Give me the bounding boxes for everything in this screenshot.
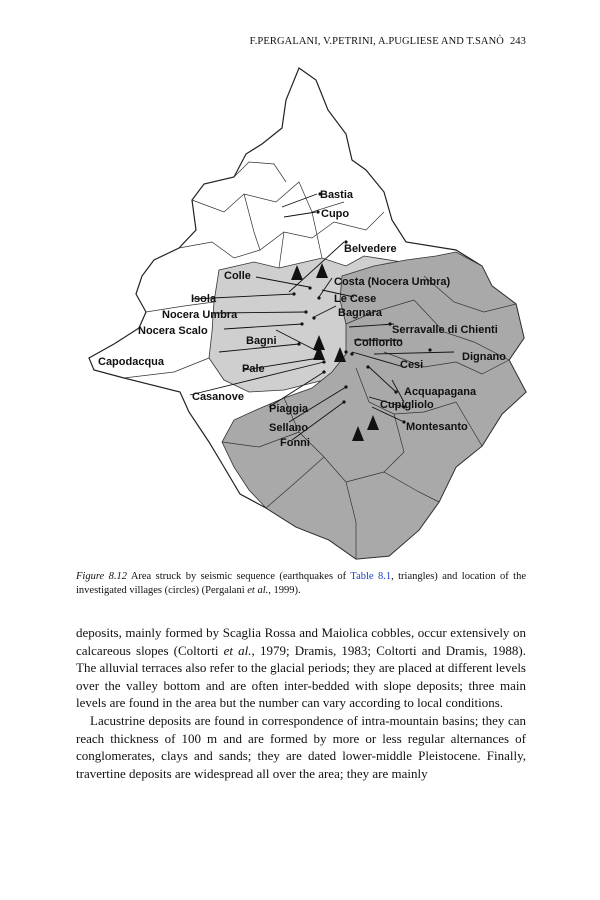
label-pale: Pale — [242, 363, 265, 375]
village-marker — [292, 292, 295, 295]
label-colfiorito: Colfiorito — [354, 337, 403, 349]
label-acquapagana: Acquapagana — [404, 386, 477, 398]
label-montesanto: Montesanto — [406, 421, 468, 433]
label-costa: Costa (Nocera Umbra) — [334, 276, 451, 288]
label-nocera-umbra: Nocera Umbra — [162, 309, 238, 321]
village-marker — [317, 296, 320, 299]
village-marker — [304, 310, 307, 313]
label-le-cese: Le Cese — [334, 293, 377, 305]
caption-text-3: , 1999). — [268, 584, 301, 596]
village-marker — [312, 316, 315, 319]
village-marker — [316, 210, 319, 213]
village-marker — [428, 348, 431, 351]
label-cupigliolo: Cupigliolo — [380, 399, 434, 411]
label-casanove: Casanove — [192, 391, 244, 403]
paragraph-1-et-al: et al. — [223, 642, 252, 658]
label-fonni: Fonni — [280, 437, 310, 449]
seismic-area-map — [84, 62, 529, 562]
running-head-authors: F.PERGALANI, V.PETRINI, A.PUGLIESE AND T.SANÒ — [249, 36, 504, 47]
label-piaggia: Piaggia — [269, 403, 309, 415]
paragraph-2: Lacustrine deposits are found in correspondence of intra-mountain basins; they can reach thickness of 100 m and are formed by more or less regular alternances of conglomerates, clays and sands; they are dated lower-middle Pleistocene. Finally, travertine deposits are widespread all over the area; they are mainly — [76, 712, 526, 781]
paragraph-1-part-b: , 1979; Dramis, 1983; Coltorti and Dramis, 1988). The alluvial terraces also refer to the glacial periods; they are placed at different levels over the valley bottom and are often inter-bedded with slope deposits; three main levels are found in the area but the number can vary according to local conditions. — [76, 642, 527, 711]
label-sellano: Sellano — [269, 422, 309, 434]
label-bastia: Bastia — [320, 189, 354, 201]
label-serravalle: Serravalle di Chienti — [392, 324, 498, 336]
village-marker — [350, 352, 353, 355]
figure-number: Figure 8.12 — [76, 571, 127, 582]
village-marker — [297, 342, 300, 345]
label-belvedere: Belvedere — [344, 243, 397, 255]
caption-et-al: et al. — [247, 584, 269, 596]
paragraph-1 — [76, 624, 526, 712]
table-reference-link[interactable]: Table 8.1 — [350, 571, 392, 582]
caption-text-2: , triangles) and location of the investigated villages (circles) (Pergalani — [76, 571, 526, 596]
figure-map — [84, 62, 529, 562]
village-marker — [308, 286, 311, 289]
paragraph-1-part-a: deposits, mainly formed by Scaglia Rossa and Maiolica cobbles, occur extensively on calcareous slopes (Coltorti — [76, 625, 526, 658]
caption-text-1: Area struck by seismic sequence (earthquakes of — [126, 571, 351, 582]
label-cupo: Cupo — [321, 208, 350, 220]
village-marker — [322, 360, 325, 363]
label-capodacqua: Capodacqua — [98, 356, 165, 368]
page-number: 243 — [509, 36, 526, 47]
label-cesi: Cesi — [400, 359, 424, 371]
village-marker — [344, 385, 347, 388]
label-dignano: Dignano — [462, 351, 506, 363]
label-isola: Isola — [191, 293, 217, 305]
label-bagnara: Bagnara — [338, 307, 383, 319]
village-marker — [300, 322, 303, 325]
village-marker — [366, 365, 369, 368]
label-bagni: Bagni — [246, 335, 277, 347]
running-head — [250, 36, 526, 47]
figure-caption — [76, 570, 526, 597]
label-colle: Colle — [224, 270, 251, 282]
village-marker — [344, 350, 347, 353]
village-marker — [342, 400, 345, 403]
village-marker — [394, 390, 397, 393]
label-nocera-scalo: Nocera Scalo — [138, 325, 208, 337]
village-marker — [322, 370, 325, 373]
body-text — [76, 624, 526, 782]
